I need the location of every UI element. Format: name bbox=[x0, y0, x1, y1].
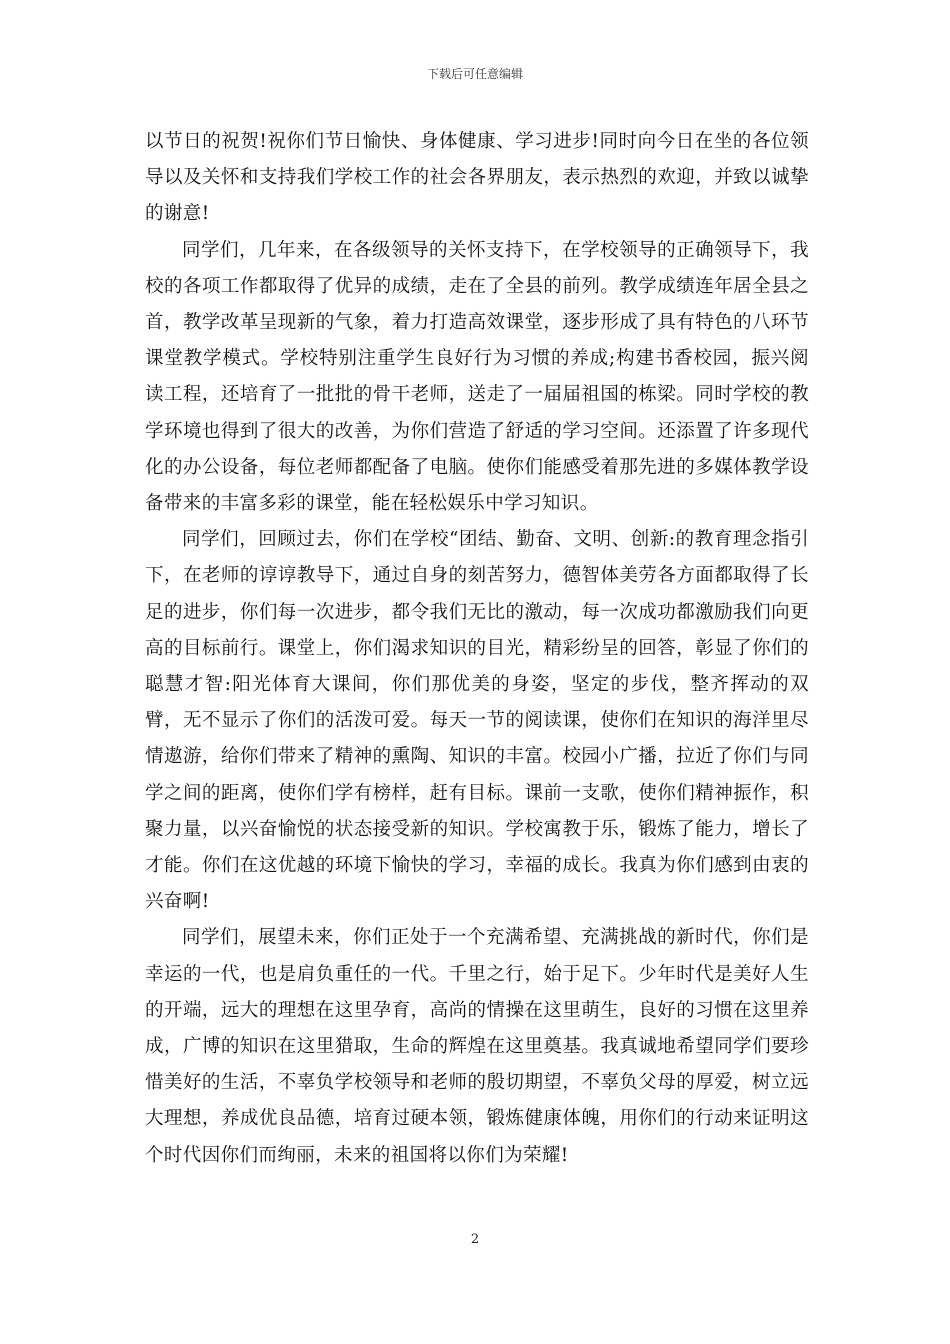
paragraph-1: 以节日的祝贺!祝你们节日愉快、身体健康、学习进步!同时向今日在坐的各位领导以及关怀和支持我们学校工作的社会各界朋友，表示热烈的欢迎，并致以诚挚的谢意! bbox=[145, 131, 809, 225]
document-body bbox=[145, 124, 809, 1174]
paragraph-4: 同学们，展望未来，你们正处于一个充满希望、充满挑战的新时代，你们是幸运的一代，也是肩负重任的一代。千里之行，始于足下。少年时代是美好人生的开端，远大的理想在这里孕育，高尚的情操在这里萌生，良好的习惯在这里养成，广博的知识在这里猎取，生命的辉煌在这里奠基。我真诚地希望同学们要珍惜美好的生活，不辜负学校领导和老师的殷切期望，不辜负父母的厚爱，树立远大理想，养成优良品德，培育过硬本领，锻炼健康体魄，用你们的行动来证明这个时代因你们而绚丽，未来的祖国将以你们为荣耀! bbox=[145, 927, 809, 1166]
page-number: 2 bbox=[470, 1232, 480, 1247]
paragraph-3: 同学们，回顾过去，你们在学校“团结、勤奋、文明、创新:的教育理念指引下，在老师的谆谆教导下，通过自身的刻苦努力，德智体美劳各方面都取得了长足的进步，你们每一次进步，都令我们无比的激动，每一次成功都激励我们向更高的目标前行。课堂上，你们渴求知识的目光，精彩纷呈的回答，彰显了你们的聪慧才智:阳光体育大课间，你们那优美的身姿，坚定的步伐，整齐挥动的双臂，无不显示了你们的活泼可爱。每天一节的阅读课，使你们在知识的海洋里尽情遨游，给你们带来了精神的熏陶、知识的丰富。校园小广播，拉近了你们与同学之间的距离，使你们学有榜样，赶有目标。课前一支歌，使你们精神振作，积聚力量，以兴奋愉悦的状态接受新的知识。学校寓教于乐，锻炼了能力，增长了才能。你们在这优越的环境下愉快的学习，幸福的成长。我真为你们感到由衷的兴奋啊! bbox=[145, 529, 809, 913]
paragraph-2: 同学们，几年来，在各级领导的关怀支持下，在学校领导的正确领导下，我校的各项工作都取得了优异的成绩，走在了全县的前列。教学成绩连年居全县之首，教学改革呈现新的气象，着力打造高效课堂，逐步形成了具有特色的八环节课堂教学模式。学校特别注重学生良好行为习惯的养成;构建书香校园，振兴阅读工程，还培育了一批批的骨干老师，送走了一届届祖国的栋梁。同时学校的教学环境也得到了很大的改善，为你们营造了舒适的学习空间。还添置了许多现代化的办公设备，每位老师都配备了电脑。使你们能感受着那先进的多媒体教学设备带来的丰富多彩的课堂，能在轻松娱乐中学习知识。 bbox=[145, 239, 809, 515]
page-header: 下载后可任意编辑 bbox=[426, 67, 523, 81]
